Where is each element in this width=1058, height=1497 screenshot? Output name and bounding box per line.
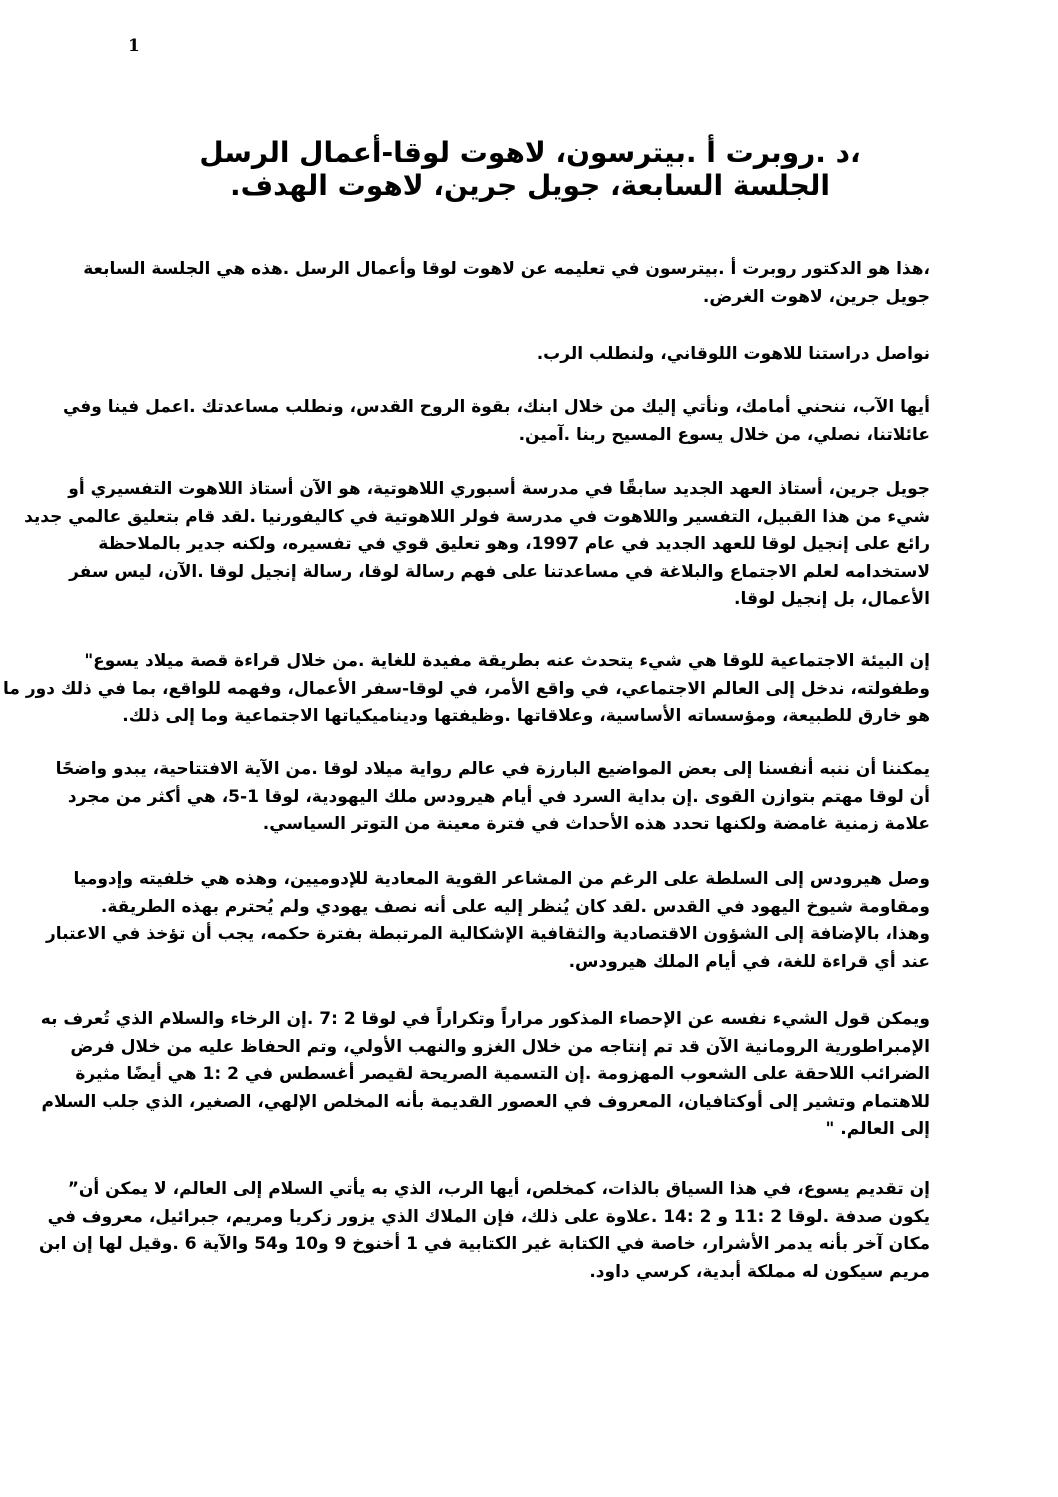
text-line: للاهتمام وتشير إلى أوكتافيان، المعروف في العصور القديمة بأنه المخلص الإلهي، الصغير، الذي جلب السلام: [41, 1091, 930, 1112]
text-line: الضرائب اللاحقة على الشعوب المهزومة .إن التسمية الصريحة لقيصر أغسطس في 2 :1 هي أيضًا مثيرة: [75, 1064, 930, 1085]
text-line: علامة زمنية غامضة ولكنها تحدد هذه الأحداث في فترة معينة من التوتر السياسي.: [262, 814, 930, 835]
text-line: لاستخدامه لعلم الاجتماع والبلاغة في مساعدتنا على فهم رسالة لوقا، رسالة إنجيل لوقا .الآن، ليس سفر: [69, 561, 930, 582]
paragraph-prayer: [62, 394, 930, 449]
text-line: الأعمال، بل إنجيل لوقا.: [734, 589, 930, 610]
text-line: رائع على إنجيل لوقا للعهد الجديد في عام 1997، وهو تعليق قوي في تفسيره، ولكنه جدير بالملاحظة: [98, 534, 930, 555]
text-line: جويل جرين، لاهوت الغرض.: [702, 286, 930, 307]
text-line: مريم سيكون له مملكة أبدية، كرسي داود.: [589, 1261, 930, 1282]
text-line: جويل جرين، أستاذ العهد الجديد سابقًا في مدرسة أسبوري اللاهوتية، هو الآن أستاذ اللاهوت التفسيري أو: [68, 479, 930, 499]
text-line: مكان آخر بأنه يدمر الأشرار، خاصة في الكتابة غير الكتابية في 1 أخنوخ 9 و10 و54 والآية 6 .وقيل لها إن ابن: [38, 1234, 930, 1255]
paragraph-social-setting: [3, 648, 930, 731]
text-line: نواصل دراستنا للاهوت اللوقاني، ولنطلب الرب.: [536, 344, 930, 364]
text-line: يمكننا أن ننبه أنفسنا إلى بعض المواضيع البارزة في عالم رواية ميلاد لوقا .من الآية الافتتاحية، يبدو واضحًا: [55, 759, 930, 779]
text-line: إن تقديم يسوع، في هذا السياق بالذات، كمخلص، أيها الرب، الذي به يأتي السلام إلى العالم، لا يمكن أن”: [67, 1179, 930, 1199]
title-line: الجلسة السابعة، جويل جرين، لاهوت الهدف.: [229, 169, 831, 202]
text-line: وصل هيرودس إلى السلطة على الرغم من المشاعر القوية المعادية للإدوميين، وهذه هي خلفيته وإدوميا: [73, 869, 930, 889]
paragraph-joel-green: [24, 476, 930, 614]
text-line: ويمكن قول الشيء نفسه عن الإحصاء المذكور مراراً وتكراراً في لوقا 2 :7 .إن الرخاء والسلام الذي تُعرف به: [40, 1009, 930, 1029]
text-line: عائلاتنا، نصلي، من خلال يسوع المسيح ربنا .آمين.: [518, 424, 930, 445]
paragraph-themes: [55, 756, 930, 839]
text-line: شيء من هذا القبيل، التفسير واللاهوت في مدرسة فولر اللاهوتية في كاليفورنيا .لقد قام بتعليق عالمي جديد: [24, 506, 930, 527]
title-line: ،د .روبرت أ .بيترسون، لاهوت لوقا-أعمال الرسل: [199, 136, 861, 169]
text-line: يكون صدفة .لوقا 2 :11 و 2 :14 .علاوة على ذلك، فإن الملاك الذي يزور زكريا ومريم، جبرائيل، معروف في: [47, 1206, 930, 1227]
page-number: 1: [128, 36, 140, 56]
text-line: وطفولته، ندخل إلى العالم الاجتماعي، في واقع الأمر، في لوقا-سفر الأعمال، وفهمه للواقع، بما في ذلك دور ما: [3, 678, 930, 699]
paragraph-prayer-call: [130, 341, 930, 369]
text-line: وهذا، بالإضافة إلى الشؤون الاقتصادية والثقافية الإشكالية المرتبطة بفترة حكمه، يجب أن تؤخذ في الاعتبار: [46, 924, 930, 945]
text-line: ومقاومة شيوخ اليهود في القدس .لقد كان يُنظر إليه على أنه نصف يهودي ولم يُحترم بهذه الطريقة.: [100, 896, 930, 917]
text-line: إن البيئة الاجتماعية للوقا هي شيء يتحدث عنه بطريقة مفيدة للغاية .من خلال قراءة قصة ميلاد يسوع": [84, 651, 930, 671]
text-line: إلى العالم. ": [825, 1119, 930, 1140]
paragraph-savior: [38, 1176, 930, 1286]
paragraph-herod: [46, 866, 930, 976]
text-line: عند أي قراءة للغة، في أيام الملك هيرودس.: [568, 951, 930, 972]
paragraph-census: [40, 1006, 930, 1144]
text-line: الإمبراطورية الرومانية الآن قد تم إنتاجه من خلال الغزو والنهب الأولي، وتم الحفاظ عليه من خلال فرض: [70, 1036, 930, 1057]
text-line: أن لوقا مهتم بتوازن القوى .إن بداية السرد في أيام هيرودس ملك اليهودية، لوقا 1-5، هي أكثر من مجرد: [67, 786, 930, 807]
text-line: ،هذا هو الدكتور روبرت أ .بيترسون في تعليمه عن لاهوت لوقا وأعمال الرسل .هذه هي الجلسة السابعة: [83, 259, 930, 279]
text-line: أيها الآب، ننحني أمامك، ونأتي إليك من خلال ابنك، بقوة الروح القدس، ونطلب مساعدتك .اعمل فينا وفي: [62, 397, 930, 417]
paragraph-intro: [83, 256, 930, 311]
text-line: هو خارق للطبيعة، ومؤسساته الأساسية، وعلاقاتها .وظيفتها وديناميكياتها الاجتماعية وما إلى ذلك.: [122, 706, 930, 727]
document-title: [120, 136, 940, 202]
